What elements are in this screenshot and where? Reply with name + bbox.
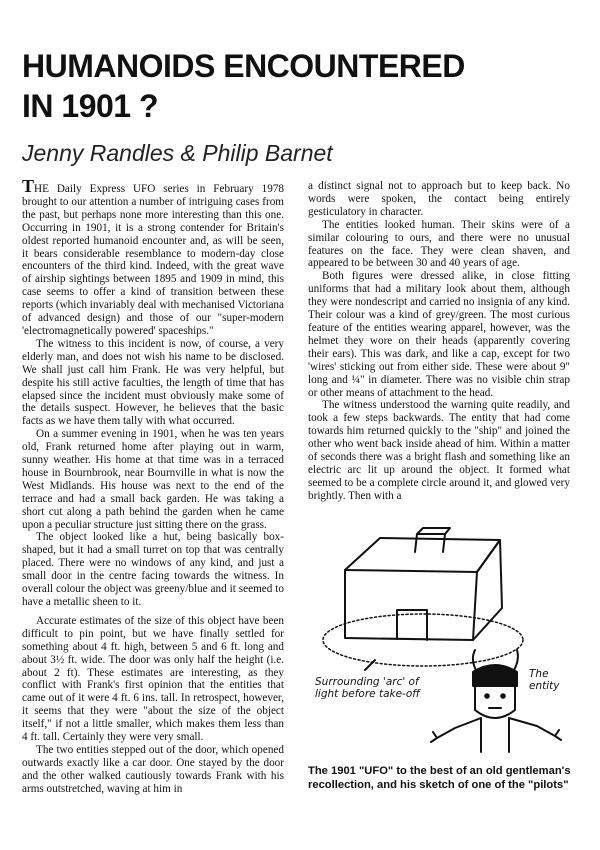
paragraph-1-text: HE Daily Express UFO series in February 1978 brought to our attention a number of intriguing cases from the past, but perhaps none more interesting than this one. Occurring in 1901, it is a strong contender for Britain's oldest reported humanoid encounter and, as will be seen, it bears considerable resemblance to modern-day close encounters of the third kind. Indeed, with the great wave of airship sightings between 1895 and 1909 in mind, this case seems to offer a kind of transition between these reports (which invariably deal with mechanised Victoriana of advanced design) and those of our "super-modern 'electromagnetically powered' spaceships." [22,183,284,337]
paragraph-5: Accurate estimates of the size of this object have been difficult to pin point, but we have finally settled for something about 4 ft. high, between 5 and 6 ft. long and about 3½ ft. wide. The door was only half the height (i.e. about 2 ft). These estimates are interesting, as they conflict with Frank's first opinion that the entities that came out of it were 4 ft. 6 ins. tall. In retrospect, however, it seems that they were "about the size of the object itself," if not a little smaller, which makes them less than 4 ft. tall. Certainly they were very small. [22,614,284,744]
title-line-2: IN 1901 ? [22,88,159,124]
paragraph-1 [22,176,284,338]
entity-label: The entity [529,668,560,692]
entity-helmet [473,665,517,686]
article-column-right [308,180,570,502]
drop-cap: T [22,176,35,196]
hut-turret [415,528,450,552]
arc-label: Surrounding 'arc' of light before take-off [315,676,420,700]
paragraph-4: The object looked like a hut, being basically box-shaped, but it had a small turret on top that was centrally placed. There were no windows of any kind, and just a small door in the centre facing towards the witness. In overall colour the object was greeny/blue and it seemed to have a metallic sheen to it. [22,531,284,608]
entity-eye-right [501,694,505,698]
entity-body [431,718,561,752]
entity-antenna-right [513,650,518,672]
figure-caption: The 1901 "UFO" to the best of an old gentleman's recollection, and his sketch of one of the "pilots" [308,765,571,791]
article-title [22,46,582,126]
paragraph-8: The entities looked human. Their skins were of a similar colouring to ours, and there were no unusual features on the face. They were clean shaven, and appeared to be between 30 and 40 years of age. [308,218,570,270]
paragraph-2: The witness to this incident is now, of course, a very elderly man, and does not wish his name to be disclosed. We shall just call him Frank. He was very helpful, but despite his still active faculties, the length of time that has elapsed since the incident must obviously make some of the details suspect. However, he believes that the basic facts as we have them tally with what occurred. [22,337,284,428]
sketch-drawing [305,500,580,755]
hut-front [345,570,477,640]
entity-antenna-left [473,650,477,672]
byline: Jenny Randles & Philip Barnet [22,140,333,166]
paragraph-3: On a summer evening in 1901, when he was ten years old, Frank returned home after playing out in warm, sunny weather. His home at that time was in a terraced house in Bournbrook, near Bournville in what is now the West Midlands. His house was next to the end of the terrace and had a small back garden. He was taking a short cut along a path behind the garden when he came upon a peculiar structure just sitting there on the grass. [22,428,284,531]
paragraph-7: a distinct signal not to approach but to keep back. No words were spoken, the contact being entirely gesticulatory in character. [308,180,570,218]
paragraph-9: Both figures were dressed alike, in close fitting uniforms that had a military look about them, although they were nondescript and carried no insignia of any kind. Their colour was a kind of grey/green. The most curious feature of the entities wearing apparel, however, was the helmet they wore on their heads (apparently covering their ears). This was dark, and like a cap, except for two 'wires' sticking out from either side. These were about 9" long and ¼" in diameter. There was no visible chin strap or other means of attachment to the head. [308,270,570,399]
title-line-1: HUMANOIDS ENCOUNTERED [22,48,465,84]
paragraph-10: The witness understood the warning quite readily, and took a few steps backwards. The entity that had come towards him returned quickly to the "ship" and joined the other who went back inside ahead of him. Within a matter of seconds there was a bright flash and something like an electric arc lit up around the object. It formed what seemed to be a complete circle around it, and glowed very brightly. Then with a [308,399,570,502]
hut-top [345,538,500,572]
paragraph-6: The two entities stepped out of the door, which opened outwards exactly like a car door. One stayed by the door and the other walked cautiously towards Frank with his arms outstretched, waving at him in [22,743,284,795]
hut-side [473,540,502,640]
entity-face [475,686,515,718]
witness-sketch [305,500,580,755]
article-column-left [22,176,284,840]
entity-eye-left [485,694,489,698]
